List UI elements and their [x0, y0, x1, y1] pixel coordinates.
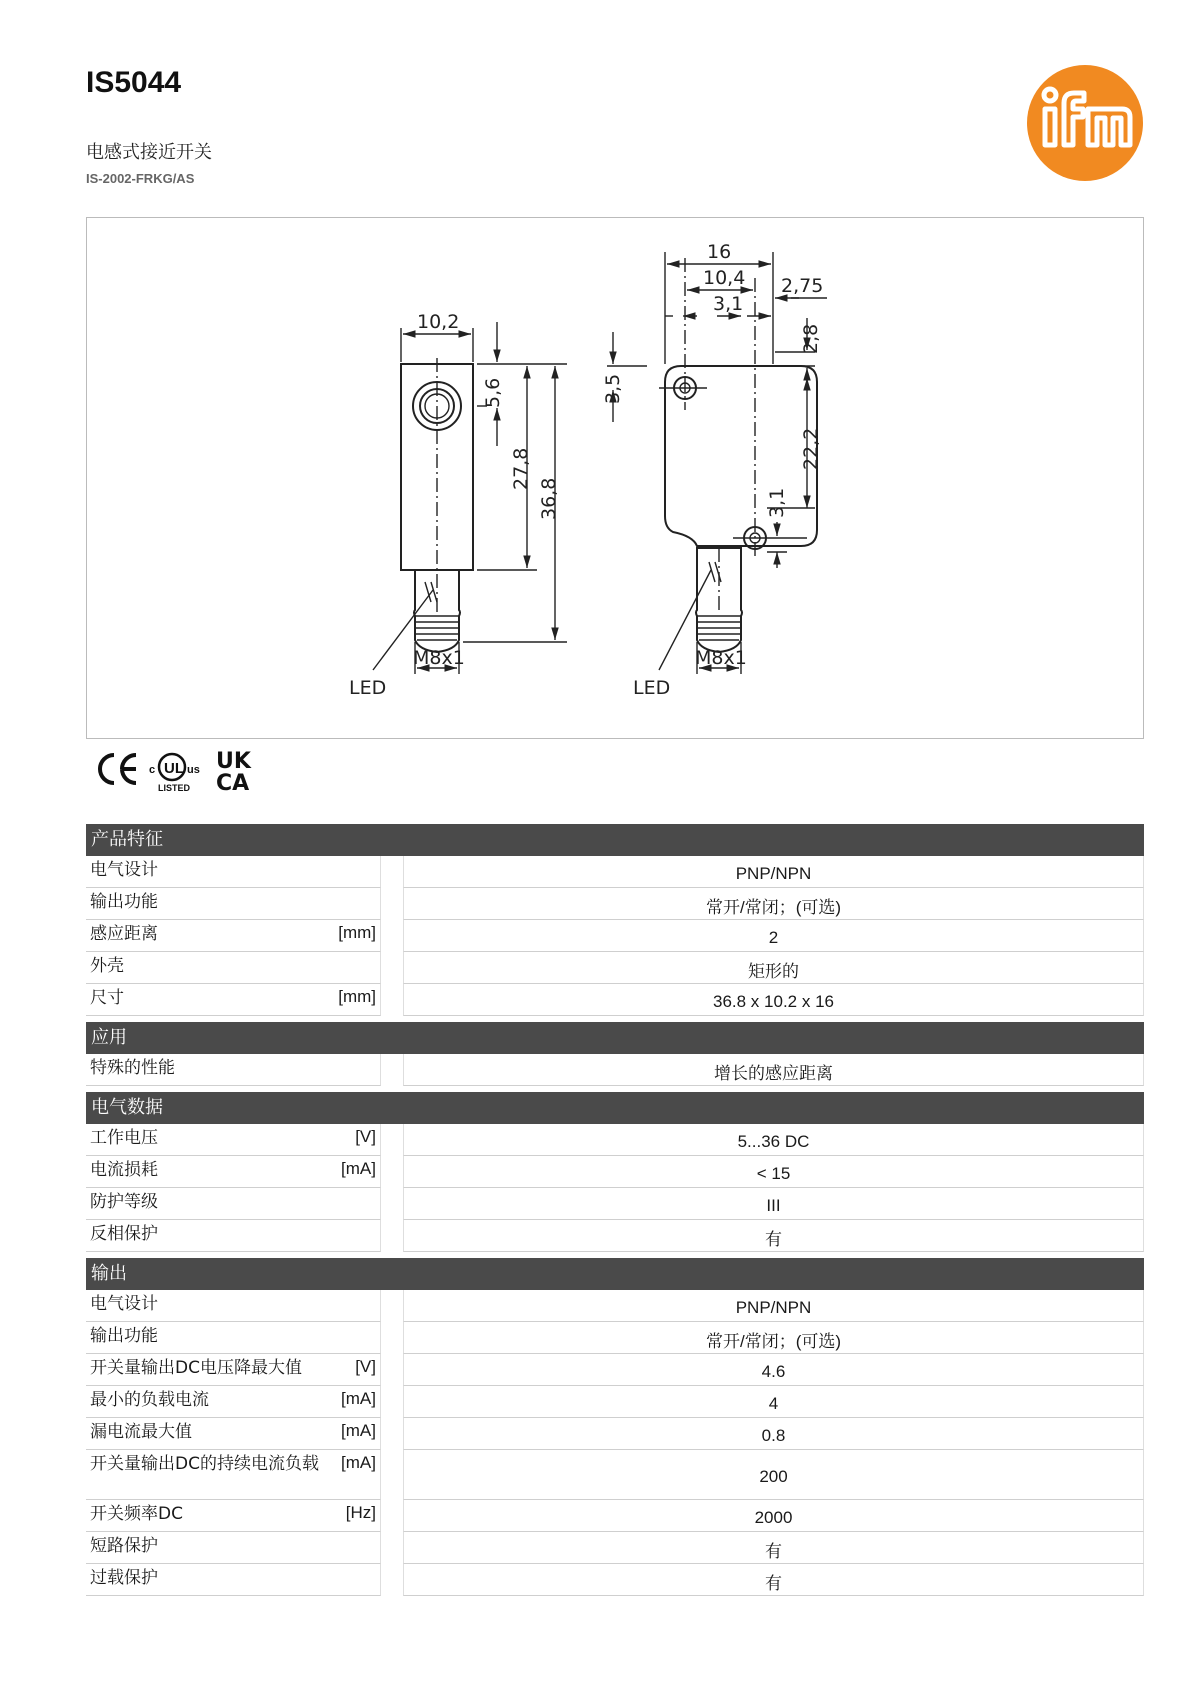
spec-row [86, 1386, 1144, 1418]
spec-label: 开关量输出DC的持续电流负载 [90, 1454, 319, 1474]
spec-label: 电流损耗 [90, 1160, 158, 1180]
spec-row [86, 1290, 1144, 1322]
section-header-application: 应用 [86, 1022, 1144, 1054]
svg-text:us: us [187, 764, 200, 776]
spec-row [86, 1322, 1144, 1354]
spec-value: 有 [403, 1564, 1144, 1596]
dim-width-left: 10,2 [417, 311, 460, 333]
dim-led-offset: 5,6 [482, 377, 504, 408]
spec-row [86, 1220, 1144, 1252]
spec-row [86, 1564, 1144, 1596]
spec-unit: [Hz] [345, 1503, 376, 1522]
dim-total-height: 36,8 [538, 477, 560, 520]
spec-row [86, 888, 1144, 920]
spec-value: 36.8 x 10.2 x 16 [403, 984, 1144, 1016]
svg-text:CE: CE [120, 770, 122, 771]
logo-text: ifm [1084, 172, 1086, 173]
spec-label: 过载保护 [90, 1568, 158, 1588]
spec-row [86, 984, 1144, 1016]
ul-listed-icon [149, 754, 200, 793]
led-label-right: LED [633, 677, 671, 699]
spec-label: 输出功能 [90, 1326, 158, 1346]
spec-label: 工作电压 [90, 1128, 158, 1148]
ce-mark-icon [100, 755, 136, 783]
spec-table [86, 824, 1144, 1596]
section-header-electrical: 电气数据 [86, 1092, 1144, 1124]
spec-label: 反相保护 [90, 1224, 158, 1244]
svg-text:CA: CA [216, 771, 250, 796]
spec-label: 防护等级 [90, 1192, 158, 1212]
spec-row [86, 1532, 1144, 1564]
spec-unit: [mA] [341, 1159, 376, 1178]
certification-marks [92, 746, 272, 796]
spec-label: 电气设计 [90, 1294, 158, 1314]
spec-unit: [mA] [341, 1453, 376, 1472]
spec-value: 5...36 DC [403, 1124, 1144, 1156]
product-code: IS-2002-FRKG/AS [86, 171, 195, 186]
svg-text:LISTED: LISTED [158, 783, 191, 793]
dim-edge-offset: 2,75 [781, 275, 824, 297]
spec-value: 有 [403, 1220, 1144, 1252]
led-label-left: LED [349, 677, 387, 699]
svg-text:UL: UL [164, 760, 184, 777]
dim-hole-vertical: 22,2 [800, 427, 822, 470]
spec-value: 2 [403, 920, 1144, 952]
spec-label: 开关量输出DC电压降最大值 [90, 1358, 302, 1378]
spec-label: 电气设计 [90, 860, 158, 880]
spec-value: 增长的感应距离 [403, 1054, 1144, 1086]
spec-unit: [mm] [338, 987, 376, 1006]
spec-value: PNP/NPN [403, 856, 1144, 888]
thread-label-right: M8x1 [695, 647, 747, 669]
spec-row [86, 1450, 1144, 1500]
spec-label: 漏电流最大值 [90, 1422, 192, 1442]
spec-value: 有 [403, 1532, 1144, 1564]
spec-label: 外壳 [90, 956, 124, 976]
spec-value: 常开/常闭；(可选) [403, 888, 1144, 920]
spec-value: 常开/常闭；(可选) [403, 1322, 1144, 1354]
spec-unit: [mA] [341, 1389, 376, 1408]
spec-row [86, 1054, 1144, 1086]
spec-value: < 15 [403, 1156, 1144, 1188]
ifm-logo [1026, 64, 1144, 182]
section-header-features: 产品特征 [86, 824, 1144, 856]
spec-row [86, 1124, 1144, 1156]
spec-row [86, 856, 1144, 888]
spec-row [86, 920, 1144, 952]
spec-value: PNP/NPN [403, 1290, 1144, 1322]
spec-value: 2000 [403, 1500, 1144, 1532]
dim-width-right: 16 [707, 241, 732, 263]
svg-text:UK: UK [216, 749, 251, 774]
dim-body-height: 27,8 [510, 447, 532, 490]
spec-unit: [V] [355, 1127, 376, 1146]
spec-unit: [mm] [338, 923, 376, 942]
spec-label: 感应距离 [90, 924, 158, 944]
dim-hole-bottom: 3,1 [766, 487, 788, 518]
product-title: IS5044 [86, 66, 182, 99]
spec-label: 最小的负载电流 [90, 1390, 209, 1410]
spec-label: 输出功能 [90, 892, 158, 912]
spec-row [86, 1418, 1144, 1450]
dim-hole-spacing: 10,4 [703, 267, 746, 289]
spec-label: 特殊的性能 [90, 1058, 175, 1078]
dim-hole-offset: 3,1 [713, 293, 744, 315]
svg-text:c: c [149, 764, 156, 776]
spec-label: 短路保护 [90, 1536, 158, 1556]
spec-unit: [mA] [341, 1421, 376, 1440]
dim-top-offset: 2,8 [800, 323, 822, 354]
spec-row [86, 952, 1144, 984]
spec-label: 尺寸 [90, 988, 124, 1008]
product-subtitle: 电感式接近开关 [86, 142, 212, 163]
dim-hole-y: 3,5 [602, 373, 624, 404]
spec-unit: [V] [355, 1357, 376, 1376]
spec-row [86, 1188, 1144, 1220]
spec-row [86, 1500, 1144, 1532]
spec-value: 4.6 [403, 1354, 1144, 1386]
thread-label-left: M8x1 [413, 647, 465, 669]
spec-row [86, 1156, 1144, 1188]
section-header-outputs: 输出 [86, 1258, 1144, 1290]
spec-label: 开关频率DC [90, 1504, 183, 1524]
ukca-mark-icon [216, 749, 252, 796]
spec-value: 200 [403, 1450, 1144, 1500]
dimension-drawing [86, 217, 1144, 739]
spec-value: 4 [403, 1386, 1144, 1418]
spec-value: 0.8 [403, 1418, 1144, 1450]
spec-value: III [403, 1188, 1144, 1220]
spec-row [86, 1354, 1144, 1386]
spec-value: 矩形的 [403, 952, 1144, 984]
